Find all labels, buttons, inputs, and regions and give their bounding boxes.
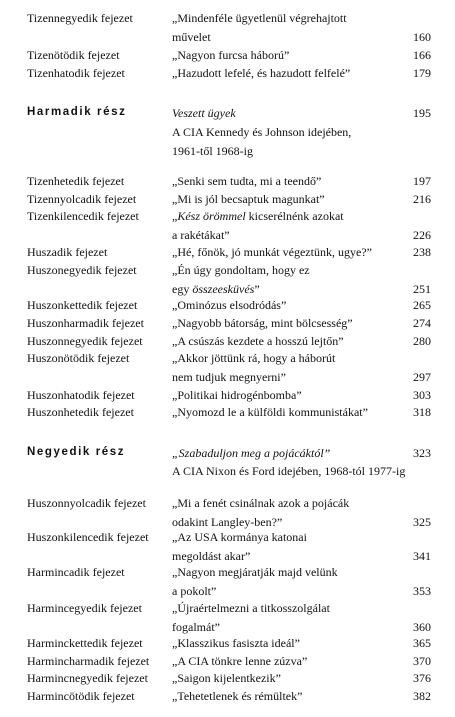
toc-entry (0, 690, 455, 712)
toc-entry (0, 67, 455, 107)
chapter-title: „Saigon kijelentkezik” (172, 671, 281, 685)
chapter-title: „Senki sem tudta, mi a teendő” (172, 174, 322, 188)
toc-entry (0, 352, 455, 392)
page-number: 318 (413, 405, 431, 419)
chapter-title: „Nagyon furcsa háború” (172, 48, 290, 62)
chapter-title: „Kész örömmel kicserélnénk azokat (172, 209, 344, 223)
page-number: 274 (413, 316, 431, 330)
part-subtitle: A CIA Nixon és Ford idejében, 1968-tól 1977-ig (172, 464, 406, 478)
part-label: Harmadik rész (27, 106, 127, 118)
part-heading (0, 107, 455, 167)
chapter-title: „Akkor jöttünk rá, hogy a háborút (172, 351, 336, 365)
page-number: 370 (413, 654, 431, 668)
chapter-title: „Hazudott lefelé, és hazudott felfelé” (172, 66, 351, 80)
toc-entry (0, 566, 455, 606)
page-number: 251 (413, 282, 431, 296)
page-number: 160 (413, 30, 431, 44)
chapter-label: Harmincharmadik fejezet (27, 654, 150, 668)
chapter-title-line2: megoldást akar” (172, 549, 251, 563)
chapter-title: „Nagyon megjáratják majd velünk (172, 565, 338, 579)
chapter-label: Harmincötödik fejezet (27, 689, 135, 703)
chapter-label: Tizenkilencedik fejezet (27, 209, 139, 223)
chapter-title: „Nagyobb bátorság, mint bölcsesség” (172, 316, 353, 330)
page-number: 325 (413, 515, 431, 529)
chapter-title: „Klasszikus fasiszta ideál” (172, 636, 300, 650)
toc-entry (0, 406, 455, 446)
chapter-label: Tizenhatodik fejezet (27, 66, 125, 80)
page-number: 166 (413, 48, 431, 62)
page-number: 265 (413, 298, 431, 312)
chapter-title-line2: odakint Langley-ben?” (172, 515, 283, 529)
chapter-label: Huszonkilencedik fejezet (27, 530, 149, 544)
part-subtitle: A CIA Kennedy és Johnson idejében, (172, 125, 352, 139)
chapter-label: Huszonnyolcadik fejezet (27, 496, 146, 510)
chapter-label: Huszonharmadik fejezet (27, 316, 144, 330)
chapter-title: „Újraértelmezni a titkosszolgálat (172, 601, 330, 615)
chapter-label: Huszonötödik fejezet (27, 351, 130, 365)
chapter-title-line2: a rakétákat” (172, 228, 230, 242)
chapter-title: „Politikai hidrogénbomba” (172, 388, 302, 402)
page-number: 280 (413, 334, 431, 348)
chapter-title: „Én úgy gondoltam, hogy ez (172, 263, 310, 277)
chapter-label: Huszonegyedik fejezet (27, 263, 137, 277)
page-number: 353 (413, 584, 431, 598)
chapter-title: „Mi a fenét csinálnak azok a pojácák (172, 496, 350, 510)
page-number: 303 (413, 388, 431, 402)
chapter-label: Huszonhatodik fejezet (27, 388, 135, 402)
chapter-label: Harminckettedik fejezet (27, 636, 143, 650)
page-number: 376 (413, 671, 431, 685)
part-title: Veszett ügyek (172, 106, 236, 120)
page-number: 365 (413, 636, 431, 650)
chapter-title: „Hé, főnök, jó munkát végeztünk, ugye?” (172, 245, 372, 259)
chapter-title-line2: egy összeesküvés” (172, 282, 260, 296)
page-number: 360 (413, 620, 431, 634)
page-number: 297 (413, 370, 431, 384)
chapter-title: „Az USA kormánya katonai (172, 530, 307, 544)
page-number: 341 (413, 549, 431, 563)
chapter-label: Huszonhetedik fejezet (27, 405, 134, 419)
page-number: 226 (413, 228, 431, 242)
chapter-label: Tizennegyedik fejezet (27, 11, 133, 25)
chapter-title: „Mindenféle ügyetlenül végrehajtott (172, 11, 347, 25)
chapter-label: Harmincegyedik fejezet (27, 601, 142, 615)
chapter-title: „Tehetetlenek és rémültek” (172, 689, 303, 703)
page-number: 179 (413, 66, 431, 80)
page-number: 323 (413, 446, 431, 460)
chapter-title: „Mi is jól becsaptuk magunkat” (172, 192, 325, 206)
chapter-title-line2: a pokolt” (172, 584, 217, 598)
toc-entry (0, 210, 455, 250)
chapter-title: „Nyomozd le a külföldi kommunistákat” (172, 405, 368, 419)
chapter-title-line2: nem tudjuk megnyerni” (172, 370, 286, 384)
chapter-label: Harmincadik fejezet (27, 565, 125, 579)
chapter-label: Huszonkettedik fejezet (27, 298, 138, 312)
chapter-title: „A CIA tönkre lenne zúzva” (172, 654, 308, 668)
chapter-title: „Ominózus elsodródás” (172, 298, 287, 312)
chapter-title-line2: fogalmát” (172, 620, 220, 634)
part-label: Negyedik rész (27, 446, 126, 458)
page-number: 195 (413, 106, 431, 120)
page-number: 238 (413, 245, 431, 259)
chapter-label: Harmincnegyedik fejezet (27, 671, 148, 685)
part-subtitle-line2: 1961-től 1968-ig (172, 144, 253, 158)
chapter-label: Tizenhetedik fejezet (27, 174, 125, 188)
page-number: 197 (413, 174, 431, 188)
chapter-label: Huszadik fejezet (27, 245, 108, 259)
chapter-label: Huszonnegyedik fejezet (27, 334, 143, 348)
part-heading (0, 447, 455, 487)
part-title: „Szabaduljon meg a pojácáktól” (172, 446, 331, 460)
page-number: 382 (413, 689, 431, 703)
chapter-label: Tizenötödik fejezet (27, 48, 120, 62)
chapter-label: Tizennyolcadik fejezet (27, 192, 137, 206)
chapter-title: „A csúszás kezdete a hosszú lejtőn” (172, 334, 344, 348)
page-number: 216 (413, 192, 431, 206)
toc-entry (0, 12, 455, 52)
chapter-title-line2: művelet (172, 30, 211, 44)
